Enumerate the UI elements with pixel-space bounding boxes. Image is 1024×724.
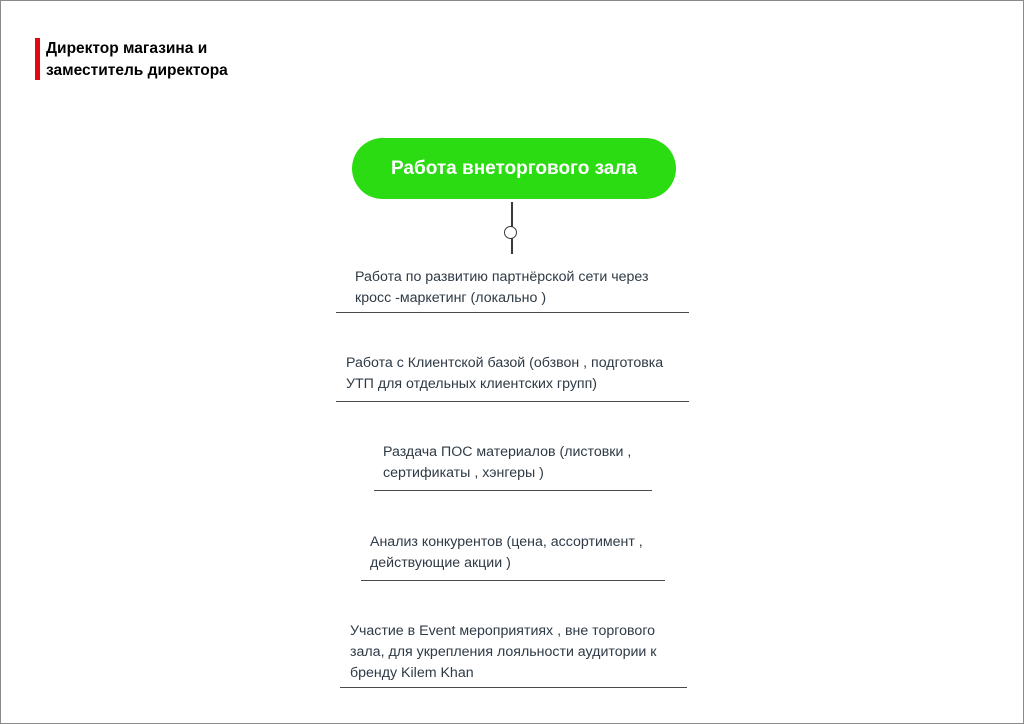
- diagram-item-4: [370, 532, 643, 574]
- diagram-item-5-line-3: бренду Kilem Khan: [350, 665, 474, 681]
- diagram-item-1-line-1: Работа по развитию партнёрской сети через: [355, 269, 649, 285]
- diagram-item-5-underline: [340, 687, 687, 688]
- diagram-item-3-line-1: Раздача ПОС материалов (листовки ,: [383, 444, 632, 460]
- diagram-item-1-line-2: кросс -маркетинг (локально ): [355, 290, 547, 306]
- connector-node-circle: [504, 226, 517, 239]
- diagram-item-2-underline: [336, 401, 689, 402]
- header-title: [46, 38, 306, 82]
- diagram-item-1: [355, 267, 648, 309]
- diagram-item-3-underline: [374, 490, 652, 491]
- header-title-line-1: Директор магазина и: [46, 40, 208, 57]
- diagram-item-3: [383, 442, 631, 484]
- diagram-item-3-line-2: сертификаты , хэнгеры ): [383, 465, 544, 481]
- diagram-item-4-line-2: действующие акции ): [370, 555, 511, 571]
- diagram-item-4-underline: [361, 580, 665, 581]
- diagram-item-2: [346, 353, 663, 395]
- diagram-item-2-line-2: УТП для отдельных клиентских групп): [346, 376, 598, 392]
- diagram-item-1-underline: [336, 312, 689, 313]
- header-title-line-2: заместитель директора: [46, 62, 228, 79]
- diagram-item-5-line-1: Участие в Event мероприятиях , вне торгового: [350, 623, 656, 639]
- root-node-pill: Работа внеторгового зала: [352, 138, 676, 199]
- diagram-item-4-line-1: Анализ конкурентов (цена, ассортимент ,: [370, 534, 643, 550]
- diagram-item-5: [350, 621, 657, 684]
- accent-bar: [35, 38, 40, 80]
- diagram-item-2-line-1: Работа с Клиентской базой (обзвон , подготовка: [346, 355, 664, 371]
- diagram-item-5-line-2: зала, для укрепления лояльности аудитории к: [350, 644, 657, 660]
